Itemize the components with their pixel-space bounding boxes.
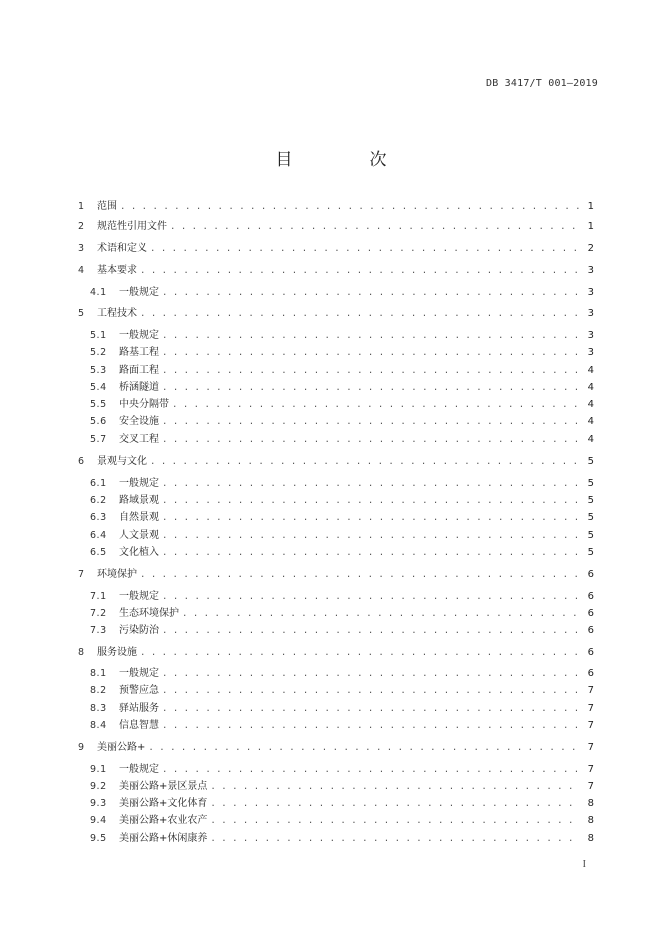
page-title: 目 次 [275,150,417,170]
toc-entry-title: 美丽公路+景区景点 [119,781,208,792]
toc-entry-page: 8 [587,798,594,809]
toc-entry-page: 6 [587,668,594,679]
toc-dot-leader [210,831,580,847]
toc-entry-page: 6 [587,625,594,636]
toc-dot-leader [162,432,580,448]
toc-entry[interactable] [78,454,594,470]
toc-entry-page: 7 [587,685,594,696]
toc-entry-page: 6 [587,569,594,580]
toc-dot-leader [162,328,580,344]
toc-entry-page: 8 [587,815,594,826]
toc-entry-number: 8.4 [90,720,107,731]
toc-entry-page: 6 [587,647,594,658]
toc-entry[interactable] [78,285,594,301]
toc-entry-page: 5 [587,478,594,489]
toc-entry-page: 3 [587,330,594,341]
toc-entry-number: 9.5 [90,833,107,844]
toc-dot-leader [162,528,580,544]
toc-entry-number: 8.2 [90,685,107,696]
toc-entry-number: 6.5 [90,547,107,558]
toc-entry-page: 1 [587,221,594,232]
toc-entry-number: 6.4 [90,530,107,541]
toc-entry[interactable] [78,380,594,396]
toc-entry-number: 6 [78,456,85,467]
toc-entry-title: 规范性引用文件 [97,221,167,232]
toc-entry-page: 3 [587,347,594,358]
toc-entry-page: 4 [587,382,594,393]
toc-dot-leader [210,779,580,795]
toc-entry-page: 7 [587,764,594,775]
toc-entry-number: 5.1 [90,330,107,341]
toc-entry[interactable] [78,219,594,235]
toc-dot-leader [162,380,580,396]
toc-entry-title: 术语和定义 [97,243,147,254]
toc-dot-leader [162,510,580,526]
toc-entry-title: 一般规定 [119,478,159,489]
toc-entry[interactable] [78,414,594,430]
toc-entry-number: 8.1 [90,668,107,679]
toc-dot-leader [140,645,580,661]
toc-dot-leader [150,454,580,470]
toc-entry[interactable] [78,328,594,344]
toc-entry-number: 6.1 [90,478,107,489]
toc-entry-page: 7 [587,720,594,731]
toc-entry-title: 景观与文化 [97,456,147,467]
toc-entry[interactable] [78,831,594,847]
toc-entry-page: 7 [587,703,594,714]
toc-entry-title: 美丽公路+ [97,742,146,753]
toc-entry-number: 9 [78,742,85,753]
toc-entry-page: 5 [587,547,594,558]
toc-entry-title: 生态环境保护 [119,608,179,619]
toc-entry-title: 安全设施 [119,416,159,427]
toc-dot-leader [140,263,580,279]
toc-entry-title: 路域景观 [119,495,159,506]
toc-entry[interactable] [78,493,594,509]
toc-entry-title: 环境保护 [97,569,137,580]
toc-entry-number: 5.7 [90,434,107,445]
toc-entry[interactable] [78,263,594,279]
toc-dot-leader [170,219,580,235]
toc-entry-title: 信息智慧 [119,720,159,731]
toc-entry-number: 1 [78,201,85,212]
toc-entry-number: 2 [78,221,85,232]
toc-entry[interactable] [78,740,594,756]
toc-entry-page: 5 [587,512,594,523]
toc-entry-page: 8 [587,833,594,844]
toc-dot-leader [120,199,580,215]
toc-entry-number: 7.2 [90,608,107,619]
toc-entry-page: 1 [587,201,594,212]
toc-entry[interactable] [78,363,594,379]
toc-entry-page: 6 [587,608,594,619]
toc-entry-number: 4 [78,265,85,276]
toc-entry-number: 5.6 [90,416,107,427]
toc-entry[interactable] [78,510,594,526]
toc-entry[interactable] [78,567,594,583]
toc-entry-number: 6.3 [90,512,107,523]
toc-entry[interactable] [78,718,594,734]
toc-entry-title: 一般规定 [119,287,159,298]
toc-entry-page: 5 [587,530,594,541]
toc-dot-leader [210,813,580,829]
toc-entry-title: 桥涵隧道 [119,382,159,393]
toc-entry[interactable] [78,623,594,639]
toc-entry-title: 中央分隔带 [119,399,169,410]
toc-entry-number: 9.2 [90,781,107,792]
toc-entry[interactable] [78,762,594,778]
toc-entry-title: 基本要求 [97,265,137,276]
toc-entry-title: 美丽公路+农业农产 [119,815,208,826]
toc-entry-number: 5.5 [90,399,107,410]
toc-entry-title: 路面工程 [119,365,159,376]
toc-entry-title: 美丽公路+休闲康养 [119,833,208,844]
toc-dot-leader [162,589,580,605]
toc-entry-title: 污染防治 [119,625,159,636]
toc-entry[interactable] [78,397,594,413]
toc-dot-leader [140,306,580,322]
toc-entry[interactable] [78,796,594,812]
toc-entry-number: 9.3 [90,798,107,809]
toc-entry-title: 预警应急 [119,685,159,696]
toc-entry-number: 8.3 [90,703,107,714]
toc-entry-page: 5 [587,456,594,467]
toc-entry-title: 一般规定 [119,668,159,679]
toc-entry-page: 6 [587,591,594,602]
toc-entry-number: 6.2 [90,495,107,506]
toc-entry-title: 一般规定 [119,764,159,775]
toc-dot-leader [148,740,580,756]
toc-entry[interactable] [78,813,594,829]
toc-entry-number: 8 [78,647,85,658]
toc-dot-leader [182,606,580,622]
toc-dot-leader [162,414,580,430]
toc-dot-leader [162,623,580,639]
toc-dot-leader [162,476,580,492]
toc-dot-leader [150,241,580,257]
toc-entry-page: 2 [587,243,594,254]
toc-entry-page: 4 [587,416,594,427]
toc-entry-title: 驿站服务 [119,703,159,714]
toc-entry-number: 9.1 [90,764,107,775]
toc-entry-number: 7.3 [90,625,107,636]
toc-dot-leader [210,796,580,812]
toc-dot-leader [172,397,580,413]
toc-entry[interactable] [78,545,594,561]
toc-dot-leader [162,762,580,778]
toc-entry[interactable] [78,589,594,605]
toc-entry-number: 3 [78,243,85,254]
toc-entry[interactable] [78,345,594,361]
page-number: I [582,859,586,870]
toc-dot-leader [162,545,580,561]
toc-entry-title: 交叉工程 [119,434,159,445]
toc-entry-title: 路基工程 [119,347,159,358]
toc-entry-page: 5 [587,495,594,506]
toc-entry-page: 7 [587,781,594,792]
toc-entry[interactable] [78,779,594,795]
toc-dot-leader [162,493,580,509]
toc-entry-number: 5.4 [90,382,107,393]
toc-entry-title: 工程技术 [97,308,137,319]
toc-entry-title: 人文景观 [119,530,159,541]
toc-entry[interactable] [78,645,594,661]
toc-entry[interactable] [78,241,594,257]
toc-entry[interactable] [78,306,594,322]
toc-entry-number: 5.2 [90,347,107,358]
toc-dot-leader [140,567,580,583]
toc-entry-number: 4.1 [90,287,107,298]
toc-entry[interactable] [78,666,594,682]
toc-entry-title: 一般规定 [119,330,159,341]
toc-entry-page: 3 [587,287,594,298]
toc-dot-leader [162,345,580,361]
toc-entry-page: 4 [587,434,594,445]
toc-entry[interactable] [78,528,594,544]
toc-entry-number: 9.4 [90,815,107,826]
toc-entry-number: 7.1 [90,591,107,602]
toc-entry-title: 服务设施 [97,647,137,658]
toc-dot-leader [162,701,580,717]
toc-entry-title: 范围 [97,201,117,212]
toc-entry-number: 5.3 [90,365,107,376]
toc-entry-page: 7 [587,742,594,753]
toc-dot-leader [162,718,580,734]
toc-entry[interactable] [78,683,594,699]
toc-entry[interactable] [78,476,594,492]
toc-entry-number: 5 [78,308,85,319]
toc-entry-title: 文化植入 [119,547,159,558]
toc-entry-page: 3 [587,265,594,276]
toc-dot-leader [162,666,580,682]
toc-entry-title: 自然景观 [119,512,159,523]
toc-dot-leader [162,363,580,379]
toc-entry[interactable] [78,606,594,622]
toc-entry-page: 3 [587,308,594,319]
toc-entry[interactable] [78,199,594,215]
toc-entry[interactable] [78,432,594,448]
toc-entry-page: 4 [587,365,594,376]
toc-dot-leader [162,285,580,301]
toc-entry-number: 7 [78,569,85,580]
toc-entry[interactable] [78,701,594,717]
toc-entry-title: 一般规定 [119,591,159,602]
toc-entry-title: 美丽公路+文化体育 [119,798,208,809]
toc-entry-page: 4 [587,399,594,410]
toc-dot-leader [162,683,580,699]
document-code: DB 3417/T 001—2019 [486,78,598,89]
